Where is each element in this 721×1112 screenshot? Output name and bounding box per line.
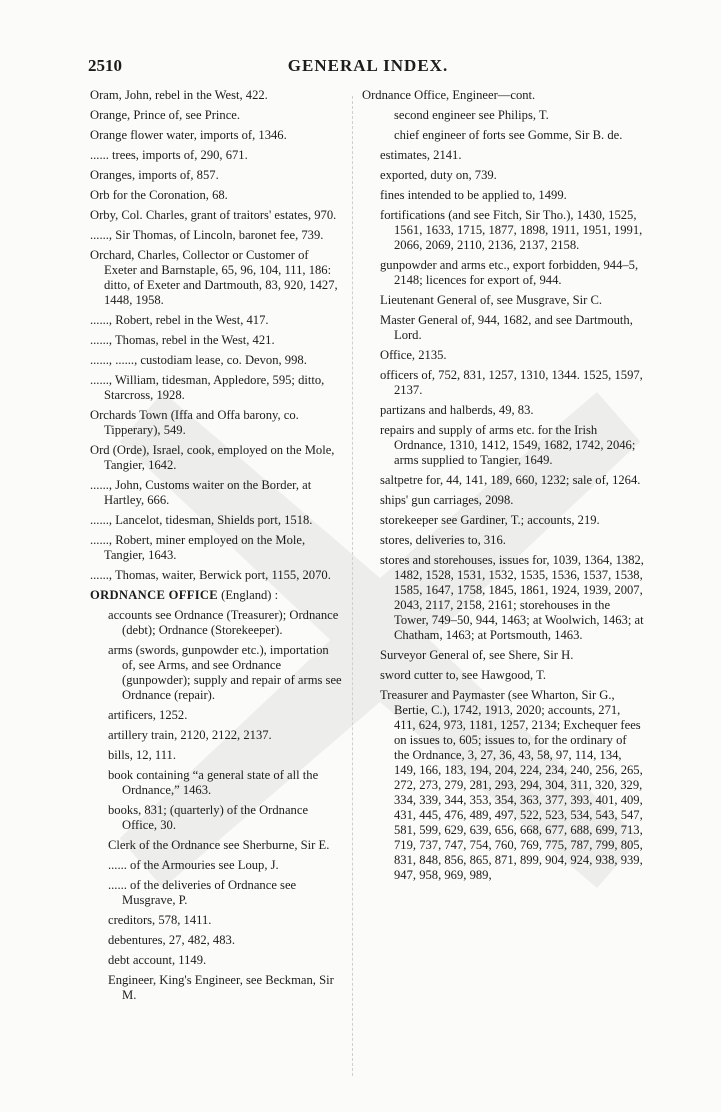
index-entry: ......, Sir Thomas, of Lincoln, baronet fee, 739. <box>90 228 324 242</box>
index-entry: Ordnance Office, Engineer—cont. <box>362 88 536 102</box>
index-entry: Ord (Orde), Israel, cook, employed on the Mole, Tangier, 1642. <box>90 443 335 472</box>
index-heading-label: ORDNANCE OFFICE <box>90 588 218 602</box>
index-subentry: Lieutenant General of, see Musgrave, Sir C. <box>380 293 603 307</box>
index-entry: ...... trees, imports of, 290, 671. <box>90 148 248 162</box>
index-entry: Orchards Town (Iffa and Offa barony, co. Tipperary), 549. <box>90 408 299 437</box>
index-subentry: artificers, 1252. <box>108 708 188 722</box>
index-subentry: debentures, 27, 482, 483. <box>108 933 235 947</box>
page-title: GENERAL INDEX. <box>287 56 449 75</box>
index-subentry: book containing “a general state of all the Ordnance,” 1463. <box>108 768 319 797</box>
index-subentry: storekeeper see Gardiner, T.; accounts, 219. <box>380 513 600 527</box>
index-subentry: stores, deliveries to, 316. <box>380 533 506 547</box>
index-subentry: chief engineer of forts see Gomme, Sir B. de. <box>394 128 623 142</box>
index-subentry: fortifications (and see Fitch, Sir Tho.), 1430, 1525, 1561, 1633, 1715, 1877, 1898, 1911, 1951, 1991, 2066, 2069, 2110, 2136, 2137, 2158. <box>380 208 643 252</box>
index-subentry: repairs and supply of arms etc. for the Irish Ordnance, 1310, 1412, 1549, 1682, 1742, 2046; arms supplied to Tangier, 1649. <box>380 423 636 467</box>
index-subentry: gunpowder and arms etc., export forbidden, 944–5, 2148; licences for export of, 944. <box>380 258 639 287</box>
index-entry: Oranges, imports of, 857. <box>90 168 219 182</box>
column-divider <box>352 96 353 1076</box>
index-subentry: second engineer see Philips, T. <box>394 108 549 122</box>
index-entry: Orchard, Charles, Collector or Customer of Exeter and Barnstaple, 65, 96, 104, 111, 186: ditto, of Exeter and Dartmouth, 83, 920, 1427, 1448, 1958. <box>90 248 338 307</box>
index-entry: ......, William, tidesman, Appledore, 595; ditto, Starcross, 1928. <box>90 373 325 402</box>
index-entry: ......, Lancelot, tidesman, Shields port, 1518. <box>90 513 313 527</box>
index-heading <box>90 588 342 603</box>
index-subentry: Clerk of the Ordnance see Sherburne, Sir E. <box>108 838 330 852</box>
index-subentry: Office, 2135. <box>380 348 447 362</box>
page-number: 2510 <box>88 56 122 75</box>
index-subentry: ships' gun carriages, 2098. <box>380 493 514 507</box>
index-subentry: sword cutter to, see Hawgood, T. <box>380 668 547 682</box>
index-entry: Orby, Col. Charles, grant of traitors' estates, 970. <box>90 208 337 222</box>
index-entry: ......, Thomas, waiter, Berwick port, 1155, 2070. <box>90 568 331 582</box>
page-header <box>88 56 648 80</box>
index-subentry: Engineer, King's Engineer, see Beckman, Sir M. <box>108 973 334 1002</box>
index-subentry: arms (swords, gunpowder etc.), importation of, see Arms, and see Ordnance (gunpowder); supply and repair of arms see Ordnance (repair). <box>108 643 342 702</box>
index-column-left <box>90 88 342 1008</box>
index-subentry: stores and storehouses, issues for, 1039, 1364, 1382, 1482, 1528, 1531, 1532, 1535, 1536, 1537, 1538, 1585, 1647, 1758, 1845, 1861, 1924, 1939, 2007, 2043, 2117, 2158, 2161; storehouses in the Tower, 749–50, 944, 1463; at Woolwich, 1463; at Chatham, 1463; at Portsmouth, 1463. <box>380 553 644 642</box>
index-subentry: estimates, 2141. <box>380 148 462 162</box>
index-subentry: debt account, 1149. <box>108 953 207 967</box>
index-subentry: partizans and halberds, 49, 83. <box>380 403 534 417</box>
index-subentry: exported, duty on, 739. <box>380 168 497 182</box>
index-heading-qualifier: (England) : <box>218 588 279 602</box>
index-subentry: creditors, 578, 1411. <box>108 913 212 927</box>
index-entry: ......, Robert, rebel in the West, 417. <box>90 313 269 327</box>
index-subentry: officers of, 752, 831, 1257, 1310, 1344. 1525, 1597, 2137. <box>380 368 643 397</box>
index-subentry: ...... of the Armouries see Loup, J. <box>108 858 279 872</box>
index-subentry: Master General of, 944, 1682, and see Dartmouth, Lord. <box>380 313 633 342</box>
index-entry: ......, Robert, miner employed on the Mole, Tangier, 1643. <box>90 533 306 562</box>
index-entry: ......, Thomas, rebel in the West, 421. <box>90 333 275 347</box>
index-subentry: Surveyor General of, see Shere, Sir H. <box>380 648 574 662</box>
index-entry: ......, John, Customs waiter on the Border, at Hartley, 666. <box>90 478 312 507</box>
index-subentry: fines intended to be applied to, 1499. <box>380 188 567 202</box>
index-subentry: saltpetre for, 44, 141, 189, 660, 1232; sale of, 1264. <box>380 473 641 487</box>
index-subentry: Treasurer and Paymaster (see Wharton, Sir G., Bertie, C.), 1742, 1913, 2020; accounts, 271, 411, 624, 973, 1181, 1257, 2134; Exchequer fees on issues to, 605; issues to, for the ordinary of the Ordnance, 3, 27, 36, 43, 58, 97, 114, 134, 149, 166, 183, 194, 204, 224, 234, 240, 256, 265, 272, 273, 279, 281, 293, 294, 304, 311, 320, 329, 334, 339, 344, 353, 354, 363, 377, 393, 401, 409, 431, 445, 476, 489, 497, 522, 523, 534, 543, 547, 581, 599, 629, 639, 656, 668, 677, 688, 699, 713, 719, 737, 747, 754, 760, 769, 775, 787, 799, 805, 831, 848, 856, 865, 871, 899, 904, 924, 938, 939, 947, 958, 969, 989, <box>380 688 643 882</box>
index-column-right <box>362 88 644 888</box>
index-subentry: artillery train, 2120, 2122, 2137. <box>108 728 272 742</box>
index-subentry: bills, 12, 111. <box>108 748 176 762</box>
index-entry: ......, ......, custodiam lease, co. Devon, 998. <box>90 353 307 367</box>
index-subentry: ...... of the deliveries of Ordnance see Musgrave, P. <box>108 878 297 907</box>
index-entry: Oram, John, rebel in the West, 422. <box>90 88 268 102</box>
index-entry: Orange, Prince of, see Prince. <box>90 108 241 122</box>
index-entry: Orb for the Coronation, 68. <box>90 188 228 202</box>
index-subentry: books, 831; (quarterly) of the Ordnance Office, 30. <box>108 803 309 832</box>
index-subentry: accounts see Ordnance (Treasurer); Ordnance (debt); Ordnance (Storekeeper). <box>108 608 339 637</box>
index-entry: Orange flower water, imports of, 1346. <box>90 128 287 142</box>
